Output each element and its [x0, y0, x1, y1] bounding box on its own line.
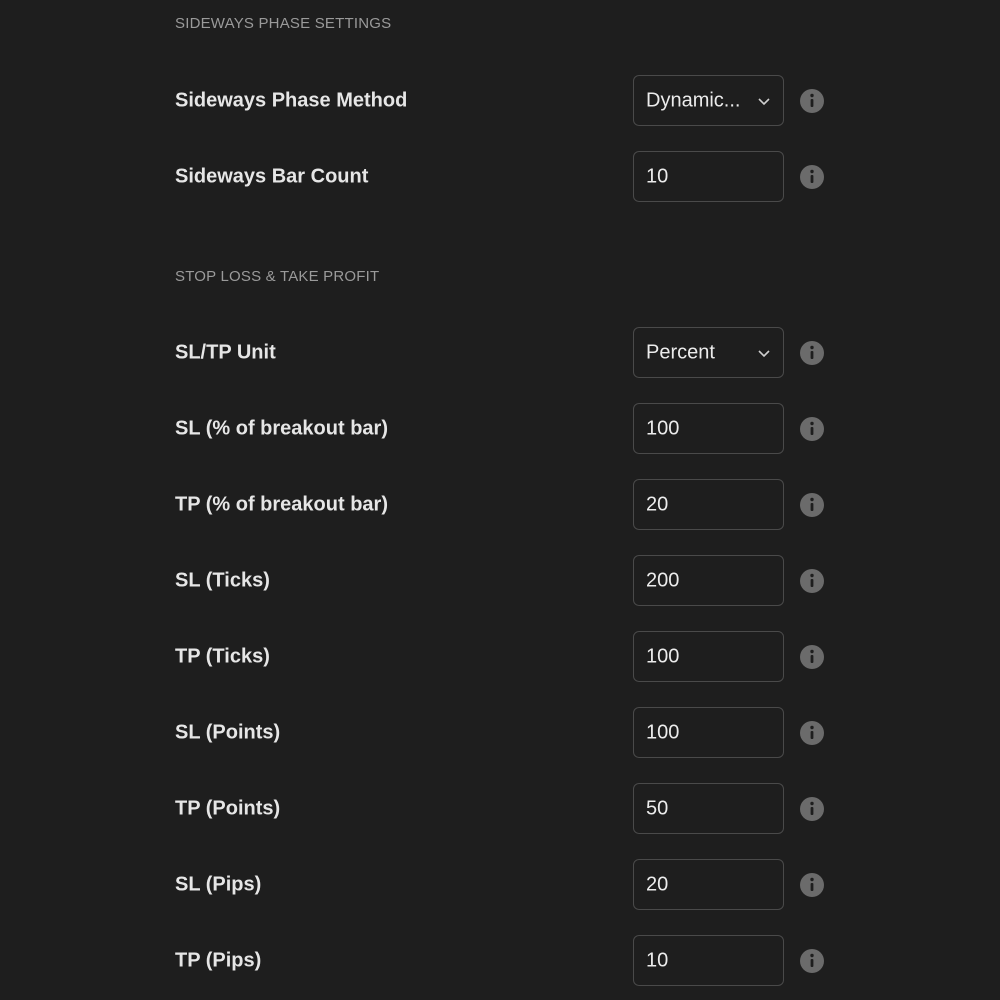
info-icon[interactable] [799, 340, 825, 366]
setting-label: TP (Points) [175, 797, 281, 820]
row-sl-ticks [175, 555, 825, 607]
info-icon[interactable] [799, 164, 825, 190]
row-sl-percent [175, 403, 825, 455]
chevron-down-icon [757, 94, 771, 108]
input-value: 100 [646, 721, 680, 743]
sl-points-input[interactable] [633, 707, 784, 758]
info-icon[interactable] [799, 644, 825, 670]
input-value: 10 [646, 949, 669, 971]
setting-label: TP (% of breakout bar) [175, 493, 388, 516]
row-sl-points [175, 707, 825, 759]
select-value: Percent [646, 341, 715, 363]
input-value: 20 [646, 873, 669, 895]
setting-label: Sideways Bar Count [175, 165, 369, 188]
sideways-phase-method-select[interactable] [633, 75, 784, 126]
input-value: 50 [646, 797, 669, 819]
input-value: 100 [646, 645, 680, 667]
tp-pips-input[interactable] [633, 935, 784, 986]
info-icon[interactable] [799, 720, 825, 746]
section-title-sideways: SIDEWAYS PHASE SETTINGS [175, 15, 392, 32]
sl-pips-input[interactable] [633, 859, 784, 910]
input-value: 20 [646, 493, 669, 515]
info-icon[interactable] [799, 492, 825, 518]
sl-tp-unit-select[interactable] [633, 327, 784, 378]
setting-label: TP (Pips) [175, 949, 262, 972]
sl-percent-input[interactable] [633, 403, 784, 454]
setting-label: SL (Points) [175, 721, 281, 744]
section-title-stop-loss-take-profit: STOP LOSS & TAKE PROFIT [175, 268, 380, 285]
info-icon[interactable] [799, 88, 825, 114]
row-sl-pips [175, 859, 825, 911]
sl-ticks-input[interactable] [633, 555, 784, 606]
info-icon[interactable] [799, 568, 825, 594]
info-icon[interactable] [799, 416, 825, 442]
setting-label: Sideways Phase Method [175, 89, 408, 112]
tp-points-input[interactable] [633, 783, 784, 834]
setting-label: SL (% of breakout bar) [175, 417, 388, 440]
setting-label: TP (Ticks) [175, 645, 270, 668]
chevron-down-icon [757, 346, 771, 360]
select-value: Dynamic... [646, 89, 741, 111]
row-sideways-phase-method [175, 75, 825, 127]
tp-percent-input[interactable] [633, 479, 784, 530]
row-tp-percent [175, 479, 825, 531]
row-sideways-bar-count [175, 151, 825, 203]
row-tp-points [175, 783, 825, 835]
row-tp-ticks [175, 631, 825, 683]
input-value: 10 [646, 165, 669, 187]
sideways-bar-count-input[interactable] [633, 151, 784, 202]
input-value: 200 [646, 569, 680, 591]
input-value: 100 [646, 417, 680, 439]
info-icon[interactable] [799, 872, 825, 898]
setting-label: SL/TP Unit [175, 341, 276, 364]
info-icon[interactable] [799, 948, 825, 974]
tp-ticks-input[interactable] [633, 631, 784, 682]
info-icon[interactable] [799, 796, 825, 822]
setting-label: SL (Pips) [175, 873, 262, 896]
row-sl-tp-unit [175, 327, 825, 379]
row-tp-pips [175, 935, 825, 987]
setting-label: SL (Ticks) [175, 569, 270, 592]
